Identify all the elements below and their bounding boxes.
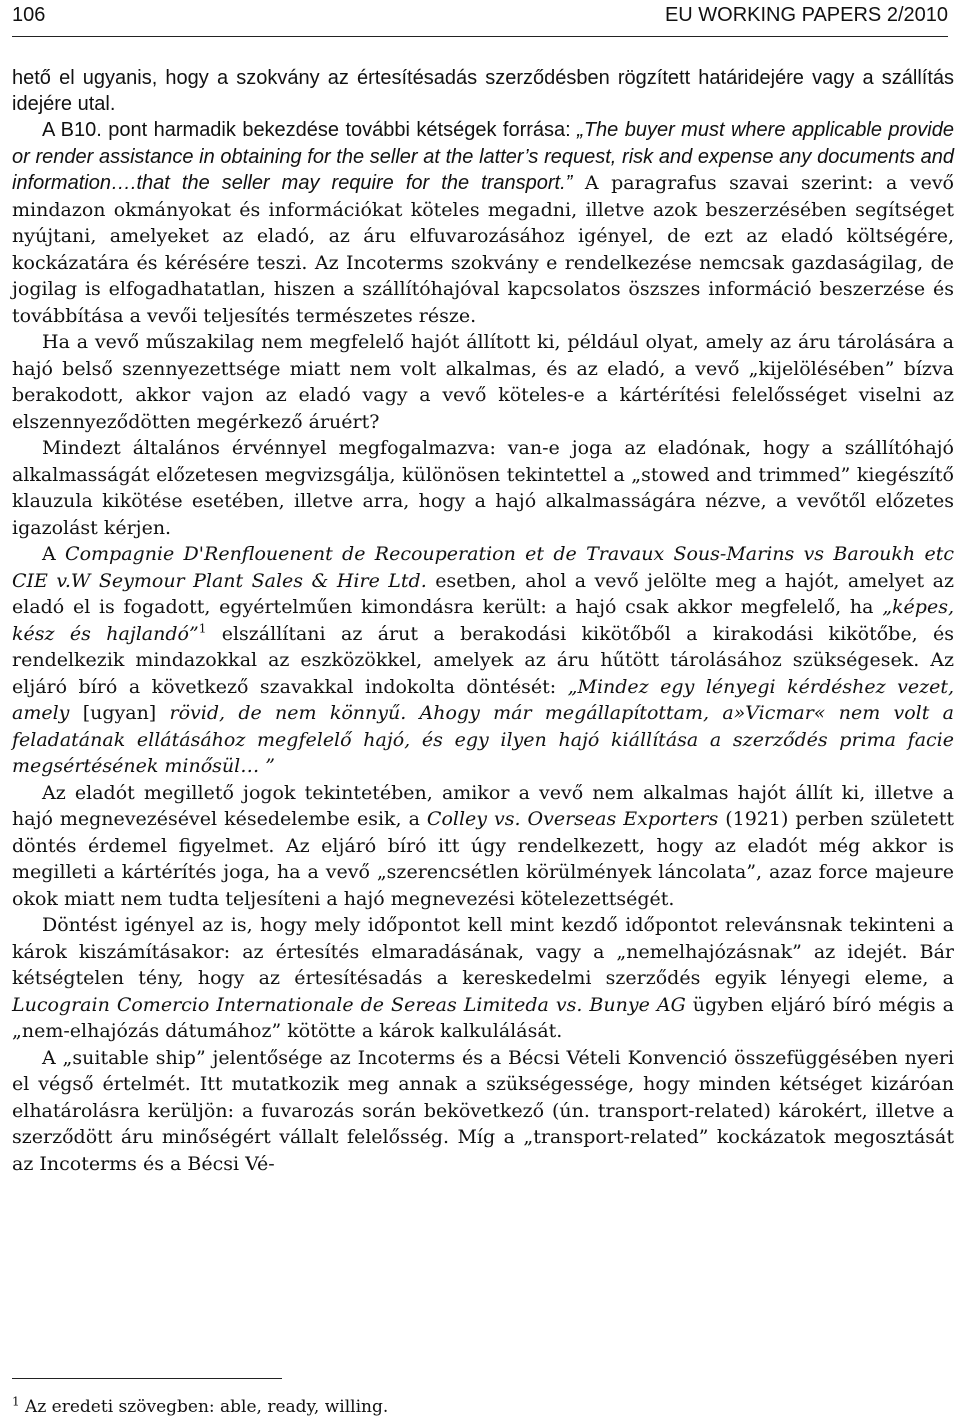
paragraph-text: A B10. pont harmadik bekezdése további kétségek forrása: (42, 119, 578, 141)
paragraph-text: Döntést igényel az is, hogy mely időpontot kell mint kezdő időpontot relevánsnak tekinteni a károk kiszámításakor: az értesítés elmaradásának, vagy a „nemelhajózásnak” az idejét. Bár kétségtelen tény, hogy az értesítésadás a kereskedelmi szerződés egyik lényegi eleme, a (12, 914, 954, 989)
footnote-divider (12, 1378, 282, 1379)
quoted-phrase: „képes, kész és hajlandó” (12, 596, 954, 645)
paragraph (12, 329, 954, 435)
body-text (12, 65, 954, 1177)
paragraph-text: A (42, 543, 66, 565)
paragraph-text: ügyben eljáró bíró mégis a „nem-elhajózás dátumához” kötötte a károk kalkulálását. (12, 993, 955, 1042)
footnote (12, 1396, 388, 1418)
paragraph-text: elszállítani az árut a berakodási kikötőből a kirakodási kikötőbe, és rendelkezik mindazokkal az eszközökkel, amelyek az áru hűtött tárolásához szükségesek. Az eljáró bíró a következő szavakkal indokolta döntését: (12, 622, 954, 698)
paragraph-text: A „suitable ship” jelentősége az Incoterms és a Bécsi Vételi Konvenció összefüggésében nyeri el végső értelmét. Itt mutatkozik meg annak a szükségessége, hogy minden kétséget kizáróan elhatárolásra kerüljön: a fuvarozás során bekövetkező (ún. transport-related) károkért, illetve a szerződött áru minőségért vállalt felelősség. Míg a „transport-related” kockázatok megosztását az Incoterms és a Bécsi Vé- (12, 1046, 954, 1175)
paragraph-text: Mindezt általános érvénnyel megfogalmazva: van-e joga az eladónak, hogy a szállítóhajó alkalmasságát előzetesen megvizsgálja, különösen tekintettel a „stowed and trimmed” kiegészítő klauzula kikötése esetében, illetve arra, hogy a hajó alkalmasságára nézve, a vevőtől előzetes igazolást kérjen. (12, 437, 954, 539)
paragraph (12, 65, 954, 117)
quotation: „Mindez egy lényegi kérdéshez vezet, amely (12, 675, 954, 724)
paragraph (12, 117, 954, 329)
series-title: EU WORKING PAPERS 2/2010 (664, 3, 948, 26)
paragraph (12, 912, 954, 1045)
case-name: Compagnie D'Renflouenent de Recouperation et de Travaux Sous-Marins vs Baroukh etc CIE v.W Seymour Plant Sales & Hire Ltd. (12, 543, 955, 592)
page-header (12, 0, 948, 30)
footnote-text: Az eredeti szövegben: able, ready, willing. (19, 1397, 389, 1417)
paragraph-text: Az eladót megillető jogok tekintetében, amikor a vevő nem alkalmas hajót állít ki, illetve a hajó megnevezésével késedelembe esik, a (12, 781, 954, 830)
paragraph-text: hető el ugyanis, hogy a szokvány az értesítésadás szerződésben rögzített határidejére vagy a szállítás idejére utal. (12, 67, 954, 115)
paragraph-text: esetben, ahol a vevő jelölte meg a hajót, amelyet az eladó el is fogadott, egyértelműen kimondásra került: a hajó csak akkor megfelelő, ha (12, 569, 954, 618)
case-name: Lucograin Comercio Internationale de Sereas Limiteda vs. Bunye AG (12, 993, 686, 1016)
paragraph-text: (1921) perben született döntés érdemel figyelmet. Az eljáró bíró itt úgy rendelkezett, hogy az eladót még akkor is megilleti a kártérítés joga, ha a vevő „szerencsétlen körülmények láncolata”, azaz force majeure okok miatt nem tudta teljesíteni a hajó megnevezési kötelezettségét. (12, 808, 954, 910)
header-divider (12, 36, 948, 37)
footnote-number: 1 (12, 1394, 20, 1409)
paragraph-text: Ha a vevő műszakilag nem megfelelő hajót állított ki, például olyat, amely az áru tárolására a hajó belső szennyezettsége miatt nem volt alkalmas, és az eladó, a vevő „kijelölésében” bízva berakodott, akkor vajon az eladó vagy a vevő köteles-e a kártérítési felelősséget viselni az elszennyeződötten megérkező áruért? (12, 331, 954, 433)
quoted-clause: „The buyer must where applicable provide or render assistance in obtaining for the seller at the latter’s request, risk and expense any documents and information….that the seller may require for the transport.” (12, 119, 954, 194)
case-name: Colley vs. Overseas Exporters (426, 808, 719, 830)
page-number: 106 (12, 3, 46, 26)
paragraph (12, 541, 954, 780)
paragraph (12, 1045, 954, 1178)
paragraph (12, 780, 954, 913)
quotation: rövid, de nem könnyű. Ahogy már megállapítottam, a»Vicmar« nem volt a feladatának ellátásához megfelelő hajó, és egy ilyen hajó kiállítása a szerződés prima facie megsértésének minősül… ” (12, 702, 954, 777)
paragraph-text: [ugyan] (69, 702, 170, 724)
footnote-marker: 1 (198, 621, 207, 636)
paragraph-text: A paragrafus szavai szerint: a vevő mindazon okmányokat és információkat köteles megadni, illetve azok beszerzésében segítséget nyújtani, amelyeket az eladó, az áru elfuvarozásához igényel, de ezt az eladó költségére, kockázatára és kérésére teszi. Az Incoterms szokvány e rendelkezése nemcsak gazdaságilag, de jogilag is elfogadhatatlan, hiszen a szállítóhajóval kapcsolatos öszszes információ beszerzése és továbbítása a vevői teljesítés természetes része. (12, 172, 954, 327)
paragraph (12, 435, 954, 541)
